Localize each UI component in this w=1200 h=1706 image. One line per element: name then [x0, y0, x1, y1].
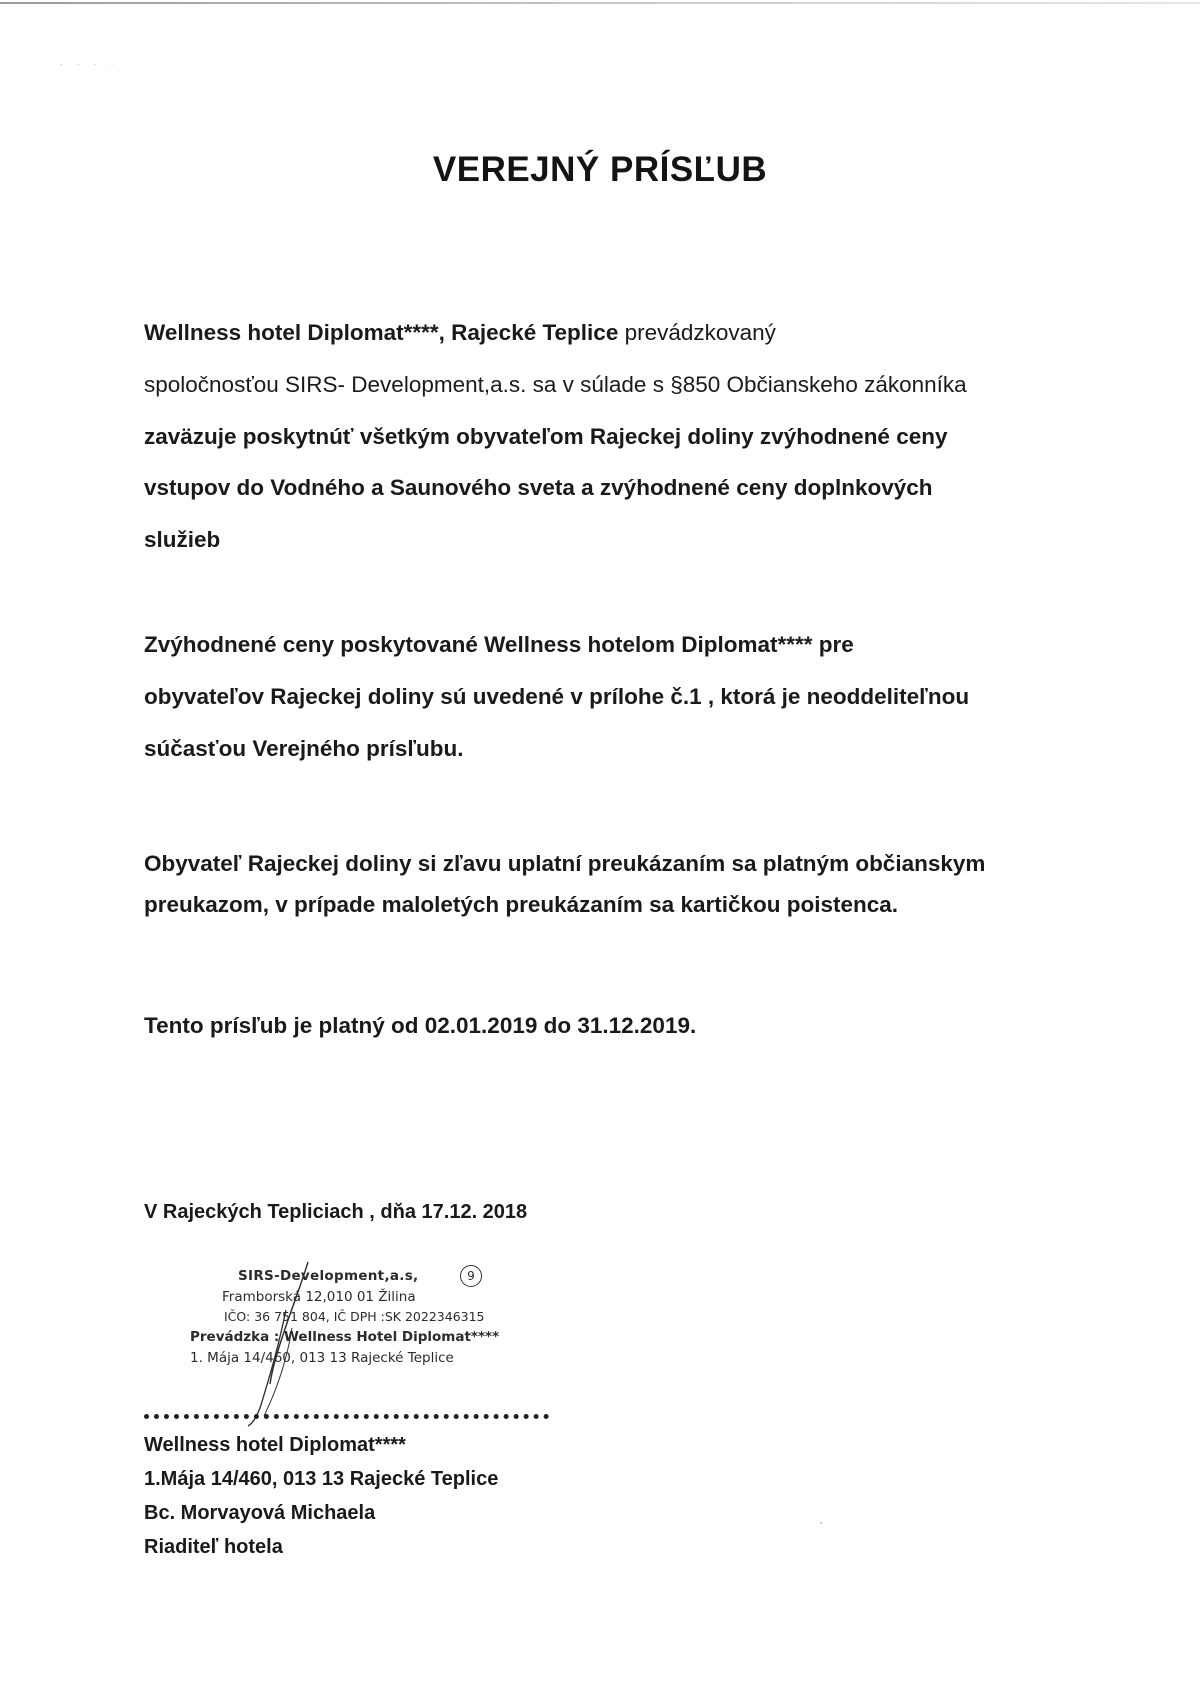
signature-dotted-line — [144, 1402, 549, 1419]
paragraph-line: Obyvateľ Rajeckej doliny si zľavu uplatní preukázaním sa platným občianskym — [144, 851, 986, 876]
place-date-text: V Rajeckých Tepliciach , dňa 17.12. 2018 — [144, 1201, 528, 1223]
signatory-person: Bc. Morvayová Michaela — [144, 1502, 376, 1524]
operated-by-text: prevádzkovaný — [618, 320, 776, 345]
scan-edge-line — [0, 2, 1200, 4]
validity-text: Tento prísľub je platný od 02.01.2019 do 31.12.2019. — [144, 1013, 697, 1038]
stamp-address: Framborská 12,010 01 Žilina — [222, 1289, 416, 1305]
paragraph-line: služieb — [144, 527, 221, 552]
paragraph-line: obyvateľov Rajeckej doliny sú uvedené v prílohe č.1 , ktorá je neoddeliteľnou — [144, 684, 970, 709]
signatory-address: 1.Mája 14/460, 013 13 Rajecké Teplice — [144, 1468, 499, 1490]
signatory-hotel: Wellness hotel Diplomat**** — [144, 1434, 406, 1456]
paragraph-line: spoločnosťou SIRS- Development,a.s. sa v súlade s §850 Občianskeho zákonníka — [144, 372, 967, 397]
scan-specks: - - · · — [60, 60, 120, 69]
paragraph-line — [144, 320, 776, 346]
stamp-number-badge: 9 — [460, 1265, 482, 1287]
scan-speck — [820, 1522, 822, 1524]
signatory-role: Riaditeľ hotela — [144, 1536, 283, 1558]
stamp-company: SIRS-Development,a.s, — [238, 1268, 419, 1284]
document-title: VEREJNÝ PRÍSĽUB — [432, 150, 768, 189]
paragraph-line: Zvýhodnené ceny poskytované Wellness hotelom Diplomat**** pre — [144, 632, 854, 657]
paragraph-line: vstupov do Vodného a Saunového sveta a zvýhodnené ceny doplnkových — [144, 475, 933, 500]
stamp-operation-address: 1. Mája 14/460, 013 13 Rajecké Teplice — [190, 1350, 454, 1366]
stamp-operation: Prevádzka : Wellness Hotel Diplomat**** — [190, 1329, 500, 1345]
hotel-name-inline: Wellness hotel Diplomat****, Rajecké Teplice — [144, 320, 619, 345]
paragraph-line: súčasťou Verejného prísľubu. — [144, 736, 464, 761]
stamp-ids: IČO: 36 751 804, IČ DPH :SK 2022346315 — [224, 1309, 485, 1324]
paragraph-line: zaväzuje poskytnúť všetkým obyvateľom Rajeckej doliny zvýhodnené ceny — [144, 424, 948, 449]
paragraph-line: preukazom, v prípade maloletých preukázaním sa kartičkou poistenca. — [144, 892, 899, 917]
